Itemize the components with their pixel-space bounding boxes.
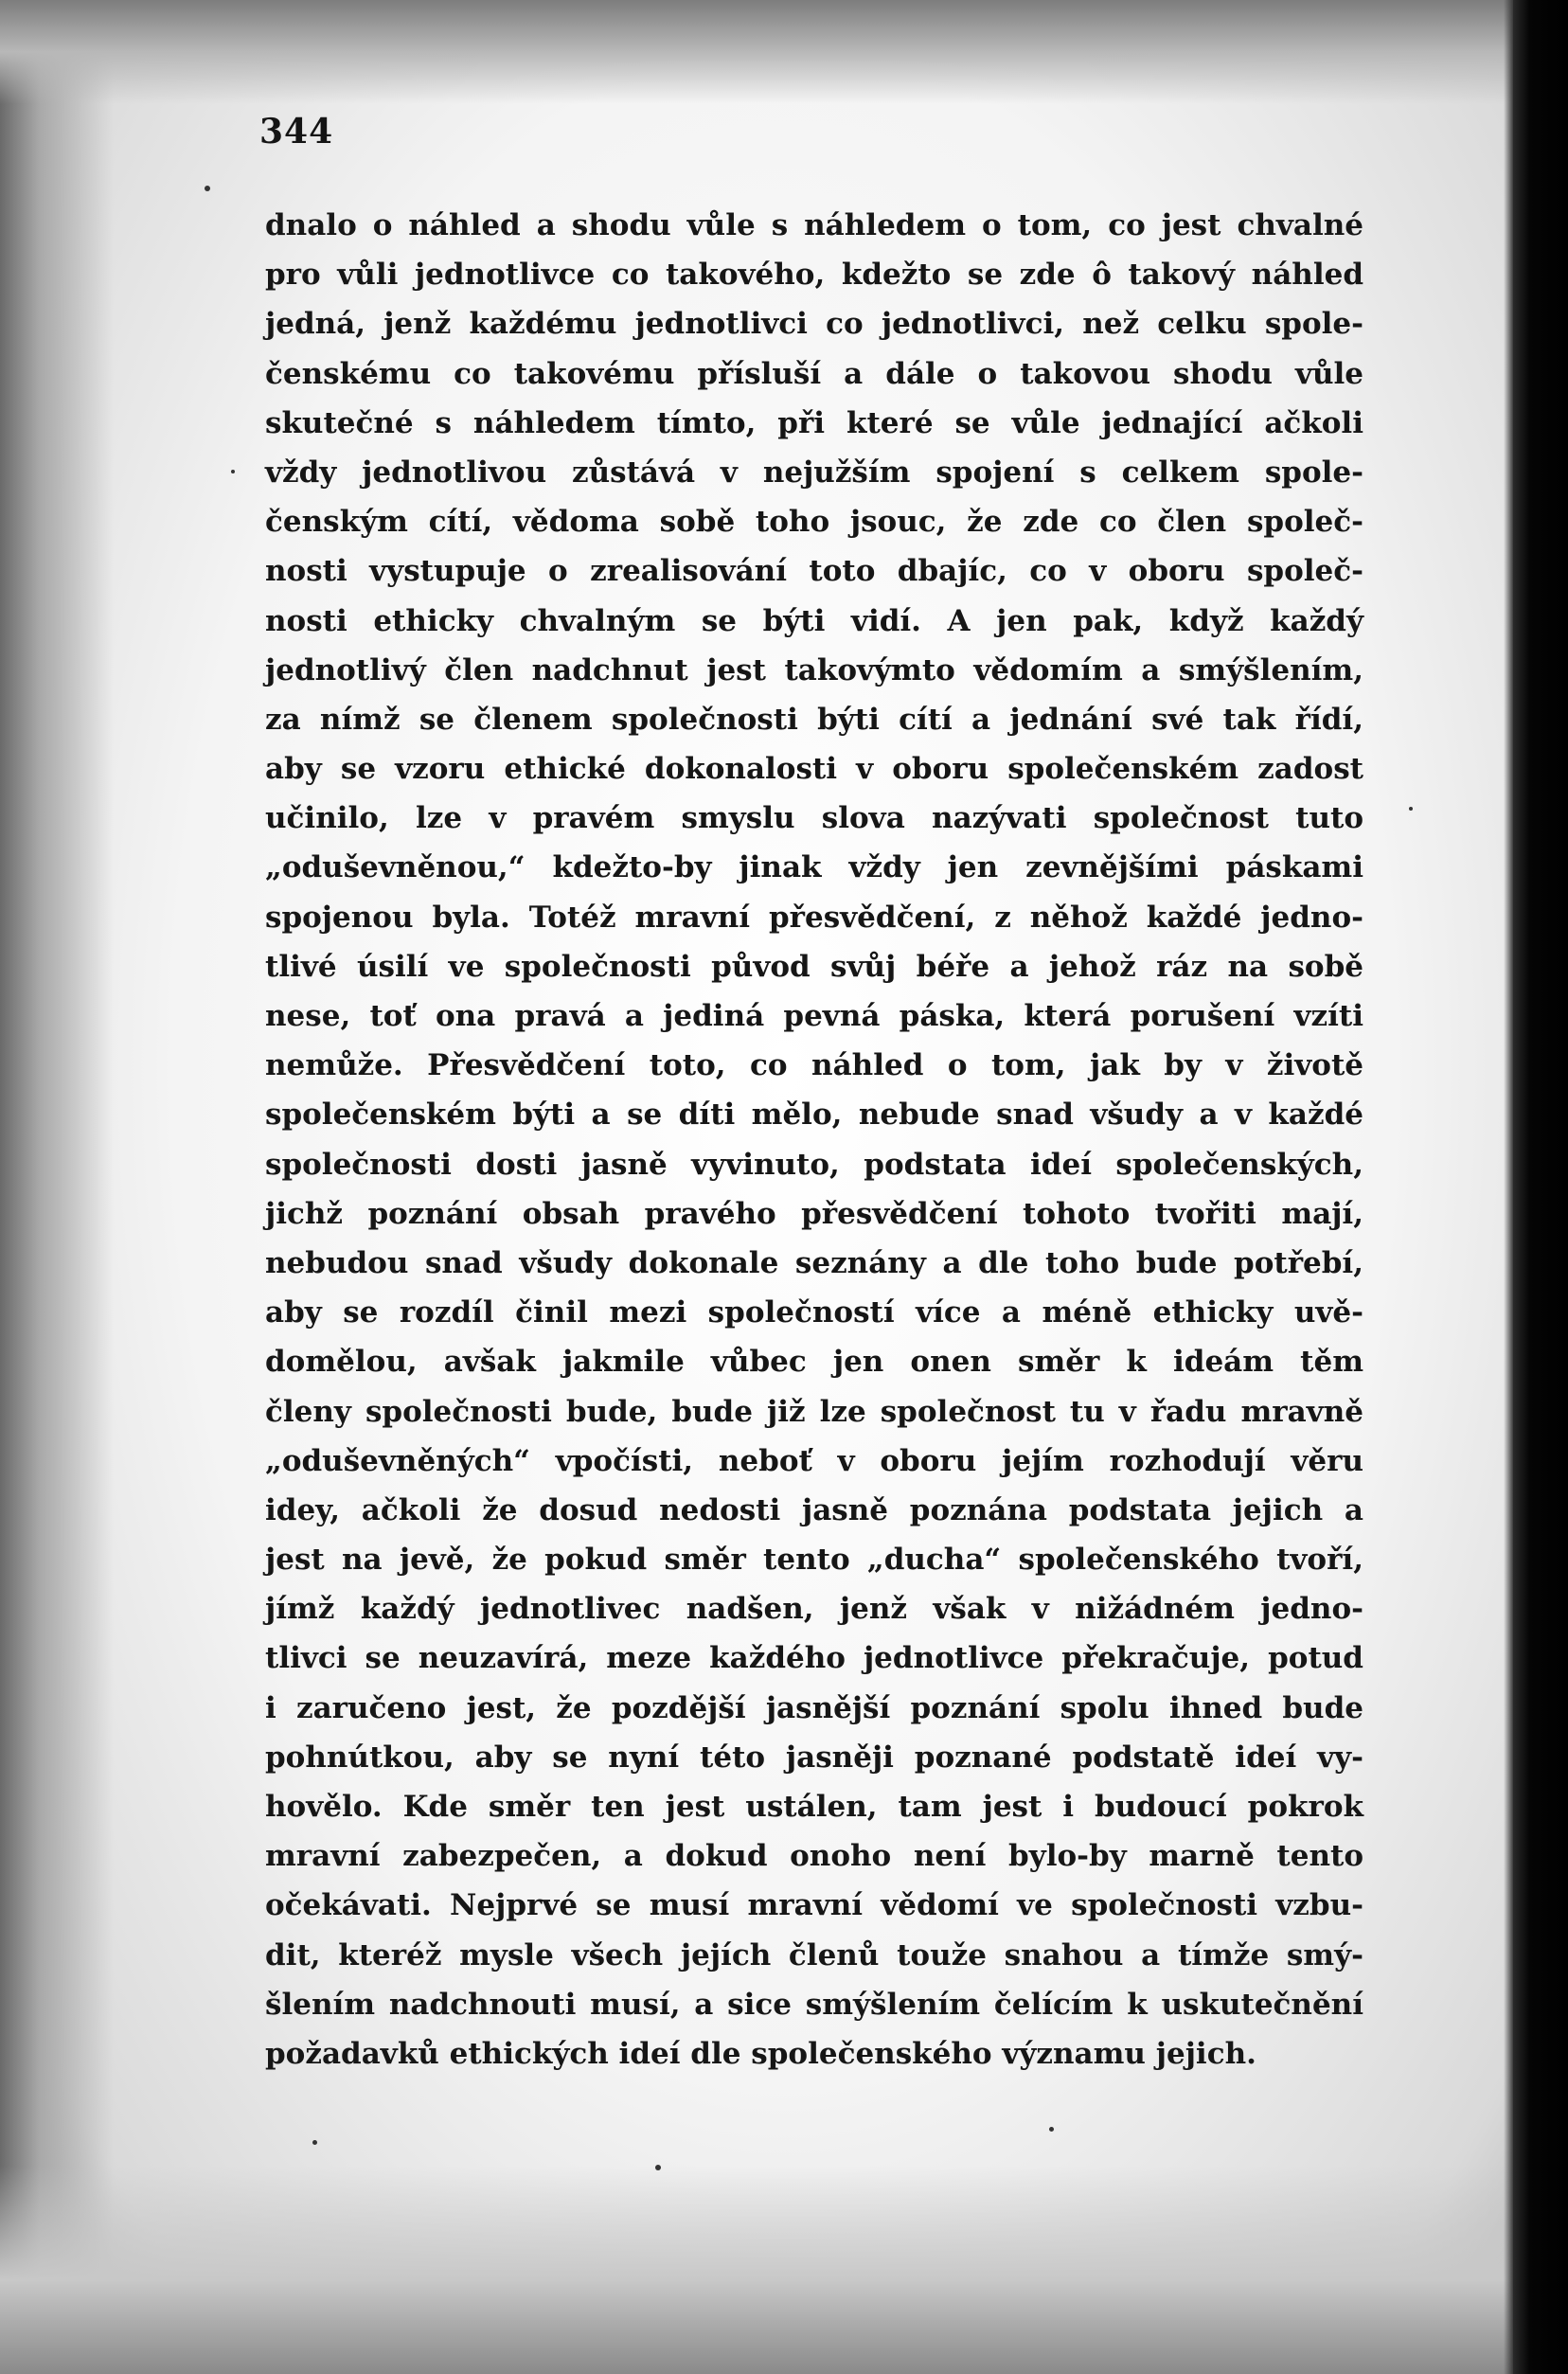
text-line: spojenou byla. Totéž mravní přesvědčení, z něhož každé jedno- xyxy=(265,900,1363,935)
text-line: čenským cítí, vědoma sobě toho jsouc, že zde co člen společ- xyxy=(265,505,1363,540)
dust-speck xyxy=(655,2165,661,2170)
text-line: členy společnosti bude, bude již lze společnost tu v řadu mravně xyxy=(265,1394,1363,1429)
dust-speck xyxy=(1049,2127,1054,2132)
top-margin-shadow xyxy=(0,0,1568,104)
text-line: domělou, avšak jakmile vůbec jen onen směr k ideám těm xyxy=(265,1345,1363,1380)
text-line: skutečné s náhledem tímto, při které se vůle jednající ačkoli xyxy=(265,405,1363,440)
body-text xyxy=(265,201,1363,2079)
text-line: společenském býti a se díti mělo, nebude snad všudy a v každé xyxy=(265,1098,1363,1133)
text-line: dit, kteréž mysle všech jejích členů touže snahou a tímže smý- xyxy=(265,1937,1363,1972)
text-line: jednotlivý člen nadchnut jest takovýmto vědomím a smýšlením, xyxy=(265,652,1363,687)
text-line: mravní zabezpečen, a dokud onoho není bylo-by marně tento xyxy=(265,1839,1363,1874)
bottom-margin-shadow xyxy=(0,2166,1568,2374)
text-line: idey, ačkoli že dosud nedosti jasně poznána podstata jejich a xyxy=(265,1492,1363,1527)
book-binding-edge xyxy=(1513,0,1568,2374)
text-line: tlivé úsilí ve společnosti původ svůj béře a jehož ráz na sobě xyxy=(265,949,1363,984)
left-margin-shadow xyxy=(0,0,114,2374)
text-line: nemůže. Přesvědčení toto, co náhled o tom, jak by v životě xyxy=(265,1048,1363,1083)
text-line: vždy jednotlivou zůstává v nejužším spojení s celkem spole- xyxy=(265,455,1363,490)
text-line: jímž každý jednotlivec nadšen, jenž však v nižádném jedno- xyxy=(265,1592,1363,1627)
text-line: pro vůli jednotlivce co takového, kdežto se zde ô takový náhled xyxy=(265,258,1363,293)
text-line: tlivci se neuzavírá, meze každého jednotlivce překračuje, potud xyxy=(265,1641,1363,1676)
text-line: „oduševněných“ vpočísti, neboť v oboru jejím rozhodují věru xyxy=(265,1443,1363,1478)
text-line: nese, toť ona pravá a jediná pevná páska, která porušení vzíti xyxy=(265,999,1363,1033)
text-line: jichž poznání obsah pravého přesvědčení tohoto tvořiti mají, xyxy=(265,1196,1363,1231)
text-line: společnosti dosti jasně vyvinuto, podstata ideí společenských, xyxy=(265,1147,1363,1182)
text-line: pohnútkou, aby se nyní této jasněji poznané podstatě ideí vy- xyxy=(265,1740,1363,1775)
text-line: „oduševněnou,“ kdežto-by jinak vždy jen zevnějšími páskami xyxy=(265,850,1363,885)
page-edge-gradient xyxy=(1504,0,1513,2374)
text-line: i zaručeno jest, že pozdější jasnější poznání spolu ihned bude xyxy=(265,1690,1363,1725)
text-line: nebudou snad všudy dokonale seznány a dle toho bude potřebí, xyxy=(265,1245,1363,1280)
text-line: hovělo. Kde směr ten jest ustálen, tam jest i budoucí pokrok xyxy=(265,1790,1363,1824)
text-line: šlením nadchnouti musí, a sice smýšlením čelícím k uskutečnění xyxy=(265,1987,1363,2022)
text-line: aby se rozdíl činil mezi společností více a méně ethicky uvě- xyxy=(265,1295,1363,1330)
text-line: aby se vzoru ethické dokonalosti v oboru společenském zadost xyxy=(265,752,1363,787)
text-line: nosti ethicky chvalným se býti vidí. A jen pak, když každý xyxy=(265,603,1363,638)
text-line: čenskému co takovému přísluší a dále o takovou shodu vůle xyxy=(265,356,1363,391)
page-number: 344 xyxy=(259,112,334,152)
text-line: za nímž se členem společnosti býti cítí a jednání své tak řídí, xyxy=(265,702,1363,737)
dust-speck xyxy=(231,470,235,473)
text-line: dnalo o náhled a shodu vůle s náhledem o tom, co jest chvalné xyxy=(265,208,1363,242)
text-line: nosti vystupuje o zrealisování toto dbajíc, co v oboru společ- xyxy=(265,554,1363,589)
text-line: jest na jevě, že pokud směr tento „ducha“ společenského tvoří, xyxy=(265,1543,1363,1578)
dust-speck xyxy=(1409,807,1413,811)
text-line: požadavků ethických ideí dle společenského významu jejich. xyxy=(265,2036,1256,2071)
dust-speck xyxy=(312,2140,317,2145)
text-line: očekávati. Nejprvé se musí mravní vědomí ve společnosti vzbu- xyxy=(265,1888,1363,1923)
text-line: učinilo, lze v pravém smyslu slova nazývati společnost tuto xyxy=(265,801,1363,836)
text-line: jedná, jenž každému jednotlivci co jednotlivci, než celku spole- xyxy=(265,307,1363,342)
dust-speck xyxy=(205,186,210,191)
